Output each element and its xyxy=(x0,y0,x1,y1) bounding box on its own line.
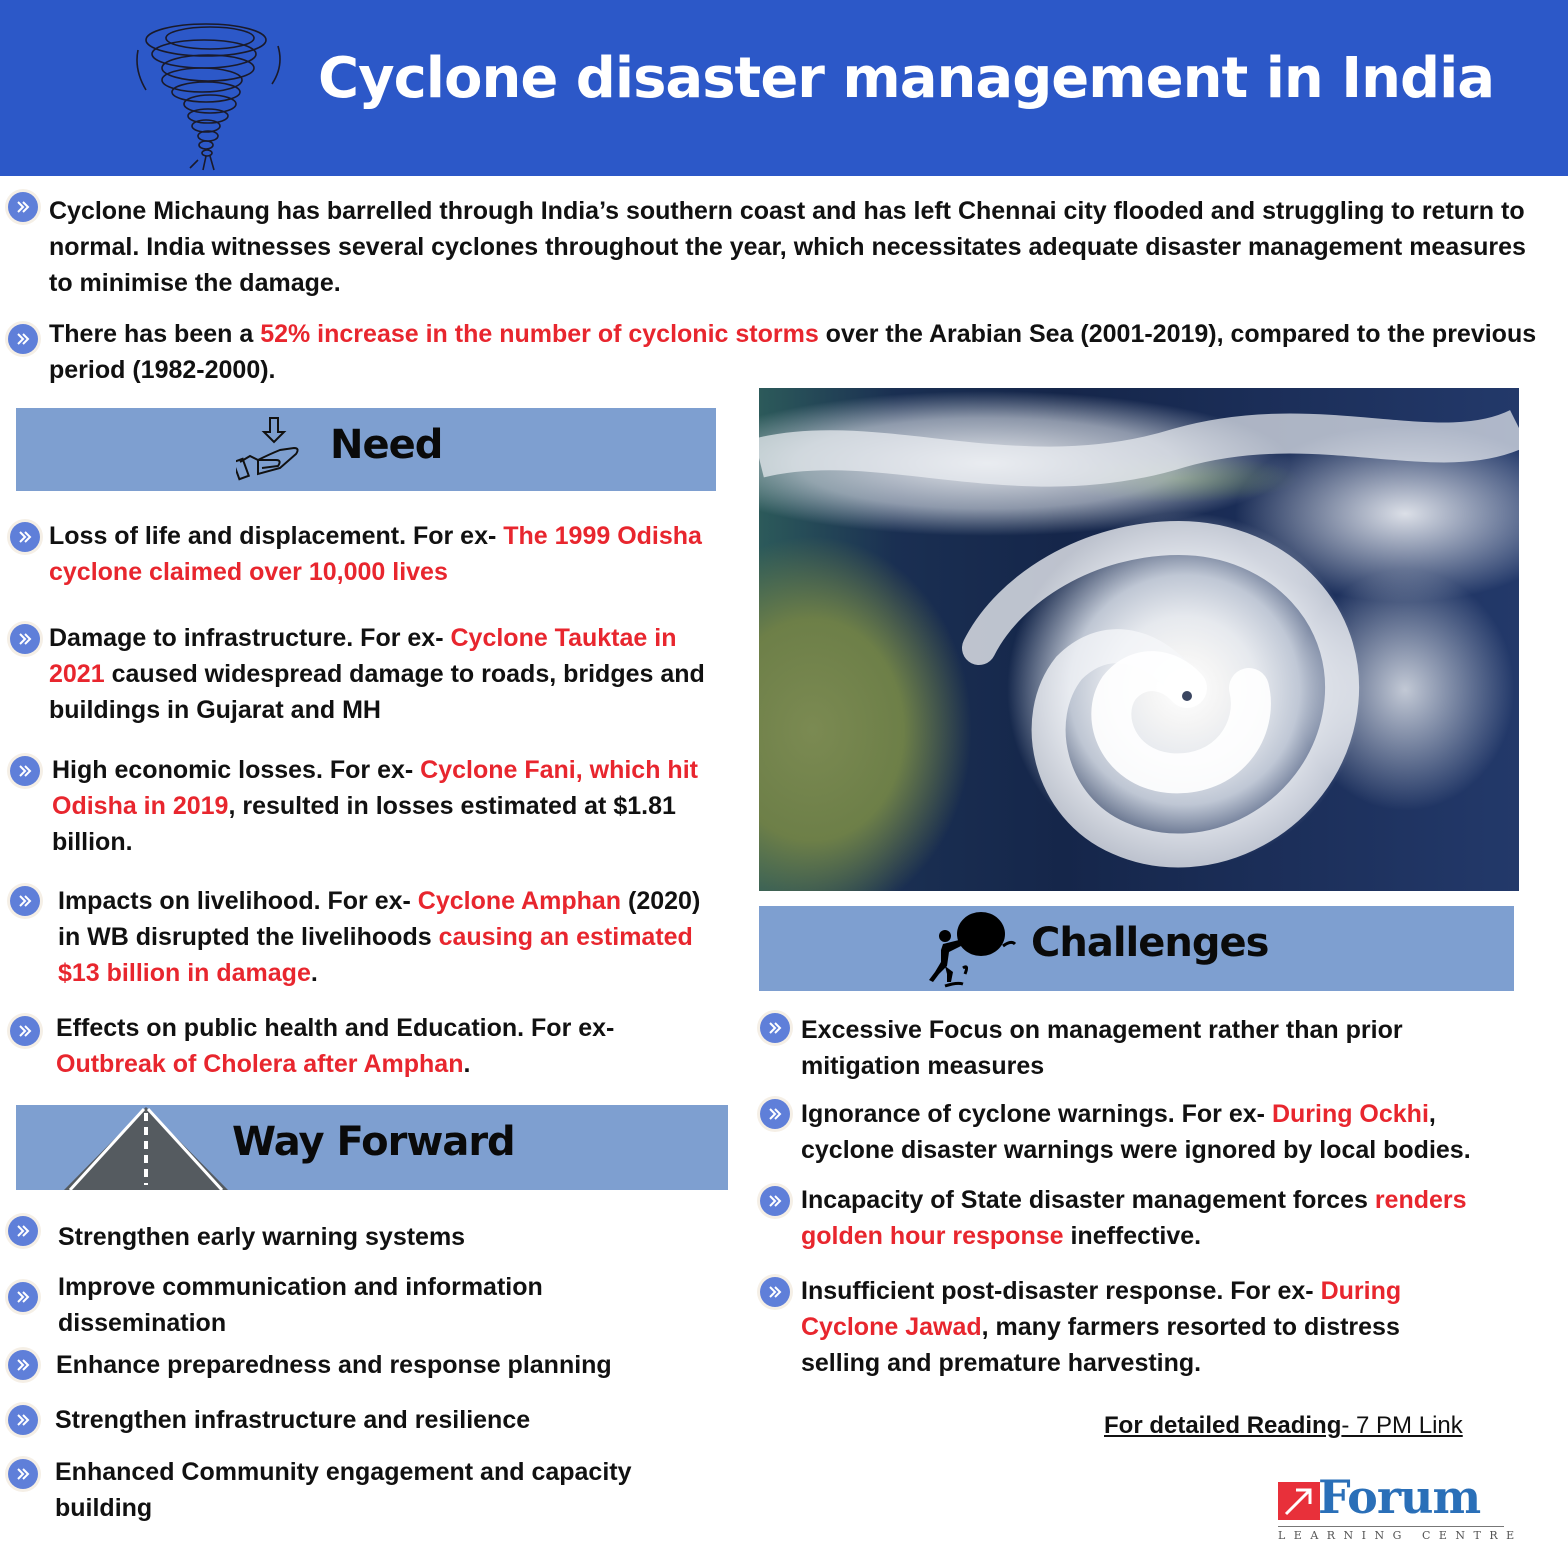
satellite-cyclone-image xyxy=(759,388,1519,891)
logo-wordmark: Forum xyxy=(1318,1470,1481,1524)
way-forward-item: Strengthen infrastructure and resilience xyxy=(55,1406,531,1434)
challenge-item: Incapacity of State disaster management forces renders golden hour response ineffective. xyxy=(801,1186,1467,1250)
challenges-heading: Challenges xyxy=(1031,920,1269,966)
bullet-icon xyxy=(760,1277,790,1307)
challenges-section-header xyxy=(759,906,1514,991)
challenge-item: Insufficient post-disaster response. For ex- During Cyclone Jawad, many farmers resorted to distress selling and premature harvesting. xyxy=(801,1277,1402,1377)
need-item: Loss of life and displacement. For ex- The 1999 Odisha cyclone claimed over 10,000 lives xyxy=(49,522,702,586)
road-icon xyxy=(64,1105,228,1190)
intro-paragraph-1: Cyclone Michaung has barrelled through India’s southern coast and has left Chennai city flooded and struggling to return to normal. India witnesses several cyclones throughout the year, which necessitates adequate disaster management measures to minimise the damage. xyxy=(49,197,1526,297)
forum-logo xyxy=(1278,1470,1523,1542)
bullet-icon xyxy=(10,522,40,552)
way-forward-section-header xyxy=(16,1105,728,1190)
way-forward-item: Enhanced Community engagement and capacity building xyxy=(55,1458,632,1522)
bullet-icon xyxy=(760,1099,790,1129)
page-title: Cyclone disaster management in India xyxy=(318,46,1495,111)
way-forward-item: Improve communication and information dissemination xyxy=(58,1273,543,1337)
need-item: Impacts on livelihood. For ex- Cyclone Amphan (2020) in WB disrupted the livelihoods causing an estimated $13 billion in damage. xyxy=(58,887,701,987)
bullet-icon xyxy=(760,1013,790,1043)
challenge-item: Excessive Focus on management rather than prior mitigation measures xyxy=(801,1016,1403,1080)
bullet-icon xyxy=(8,1350,38,1380)
way-forward-item: Enhance preparedness and response planning xyxy=(56,1351,612,1379)
logo-subtitle: LEARNING CENTRE xyxy=(1278,1526,1504,1542)
bullet-icon xyxy=(10,1016,40,1046)
bullet-icon xyxy=(10,886,40,916)
way-forward-heading: Way Forward xyxy=(232,1119,515,1165)
bullet-icon xyxy=(10,756,40,786)
detailed-reading-link[interactable]: For detailed Reading- 7 PM Link xyxy=(1104,1412,1463,1439)
bullet-icon xyxy=(8,1216,38,1246)
tornado-icon xyxy=(128,10,288,175)
way-forward-item: Strengthen early warning systems xyxy=(58,1223,466,1251)
bullet-icon xyxy=(8,324,38,354)
bullet-icon xyxy=(8,1282,38,1312)
bullet-icon xyxy=(8,1405,38,1435)
header-banner xyxy=(0,0,1568,176)
bullet-icon xyxy=(8,192,38,222)
bullet-icon xyxy=(10,624,40,654)
need-heading: Need xyxy=(330,422,443,468)
need-item: Damage to infrastructure. For ex- Cyclone Tauktae in 2021 caused widespread damage to roads, bridges and buildings in Gujarat and MH xyxy=(49,624,705,724)
need-item: Effects on public health and Education. For ex- Outbreak of Cholera after Amphan. xyxy=(56,1014,615,1078)
logo-arrow-icon xyxy=(1278,1482,1320,1520)
intro-paragraph-2: There has been a 52% increase in the number of cyclonic storms over the Arabian Sea (2001-2019), compared to the previous period (1982-2000). xyxy=(49,320,1537,384)
person-pushing-boulder-icon xyxy=(923,910,1019,988)
bullet-icon xyxy=(8,1459,38,1489)
hand-receive-icon xyxy=(236,414,302,482)
challenge-item: Ignorance of cyclone warnings. For ex- During Ockhi, cyclone disaster warnings were ignored by local bodies. xyxy=(801,1100,1471,1164)
bullet-icon xyxy=(760,1186,790,1216)
need-section-header xyxy=(16,408,716,491)
need-item: High economic losses. For ex- Cyclone Fani, which hit Odisha in 2019, resulted in losses estimated at $1.81 billion. xyxy=(52,756,698,856)
